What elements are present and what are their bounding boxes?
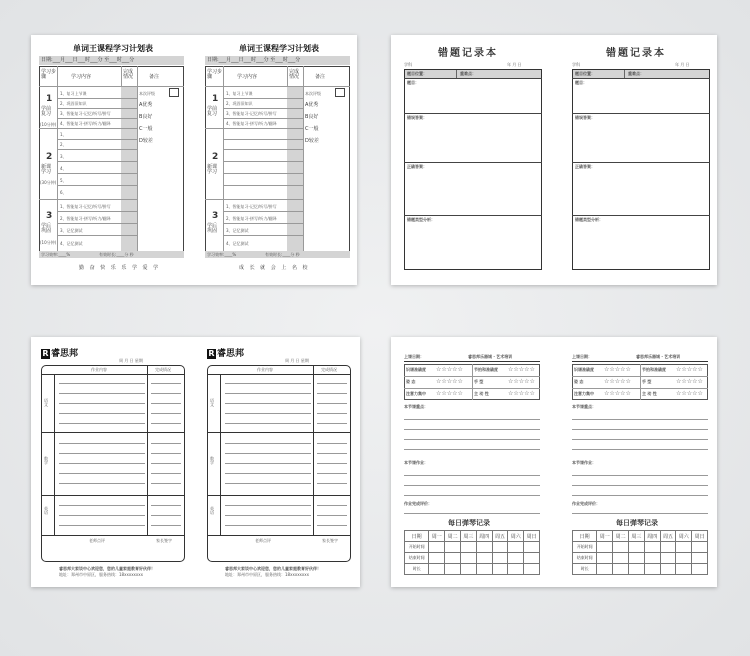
piano-record-table-left: 日期 周一 周二 周三 周四 周五 周六 周日 开始时间 结束时间 时长 <box>404 530 540 575</box>
col-content: 学习内容 <box>71 74 92 80</box>
plan-page-left: 单词王课程学习计划表 日期:___月___日___时___分 至___时___分 学习步骤 学习内容 完成情况 备注 1 学前复习 (10分钟) 1、复习上节课 2、巩固旧知识 3、智能复习-记忆/听写/拼写 4、智能复习-拼写/听力/翻译 2 新课学习 (30分钟) 1、 2、 3、 4、 5、 6、 3 学后巩固 (10分钟) 1、智能复习-记忆/听写/拼写 2、智能复习-拼写/听力/翻译 3、记忆测试 4、记忆测试 本次评级 A优秀 B良好 C一般 D较差 学习效率:____% 有效时长:____分 秒 勤 奋 快 乐 乐 学 爱 学 <box>39 35 184 285</box>
homework-sheet <box>31 337 360 587</box>
col-remark: 备注 <box>149 74 160 80</box>
col-step: 学习步骤 <box>41 69 57 80</box>
step-1-num: 1 <box>46 94 53 104</box>
wrong-notebook-sheet <box>391 35 717 285</box>
step-2-num: 2 <box>46 152 53 162</box>
homework-brand: R 睿思邦 <box>42 349 79 359</box>
piano-sheet <box>391 337 717 587</box>
plan-sign-right: 成 长 就 会 上 名 校 <box>239 265 310 271</box>
piano-record-table-right: 日期 周一 周二 周三 周四 周五 周六 周日 开始时间 结束时间 时长 <box>572 530 708 575</box>
step-3-num: 3 <box>46 211 53 221</box>
plan-date-row: 日期:___月___日___时___分 至___时___分 <box>41 57 135 63</box>
plan-title: 单词王课程学习计划表 <box>73 44 153 53</box>
plan-sign-left: 勤 奋 快 乐 乐 学 爱 学 <box>79 265 161 271</box>
homework-page-left: R 睿思邦 周 月 日 星期 作业内容 完成情况 语文 数学 英语 老师点评 家长签字 睿思邦大家谈中心欢迎您，您的儿童家庭教育好伙伴！ 地址：郑州市中原区，服务热线：18xxxxxxxx <box>39 337 187 587</box>
step-2-name: 新课学习 <box>41 164 52 175</box>
plan-footer-left: 学习效率:____% <box>41 252 71 257</box>
plan-page-right: 单词王课程学习计划表 日期:___月___日___时___分 至___时___分 学习步骤 学习内容 完成情况 备注 1 学前复习 1、复习上节课 2、巩固旧知识 3、智能复习-记忆/听写/拼写 4、智能复习-拼写/听力/翻译 2 新课学习 3 学后巩固 1、智能复习-记忆/听写/拼写 2、智能复习-拼写/听力/翻译 3、记忆测试 4、记忆测试 本次评级 A优秀 B良好 C一般 D较差 学习效率:____% 有效时长:____分 秒 成 长 就 会 上 名 校 <box>205 35 350 285</box>
plan-footer-mid: 有效时长:____分 秒 <box>99 252 134 257</box>
piano-page-left: 上课日期： 睿思邦乐器城 · 艺术培训 识谱准确度 ☆☆☆☆☆ 节拍和准确度 ☆☆☆☆☆ 姿 态 ☆☆☆☆☆ 手 型 ☆☆☆☆☆ 注意力集中 ☆☆☆☆☆ 主 动 性 ☆☆☆☆☆ 本节课重点： 本节课作业： 作业完成评价： 每日弹琴记录 日期 周一 周二 周三 周四 周五 周六 周日 开始时间 结束时间 时长 <box>404 337 540 587</box>
wrong-page-left: 错题记录本 学科 年 月 日 题目位置： 重难点： 题目： 错误答案： 正确答案： 错题类型分析： <box>404 35 542 285</box>
step-1-name: 学前复习 <box>41 106 52 117</box>
study-plan-sheet <box>31 35 357 285</box>
remark-title: 本次评级 <box>139 91 155 96</box>
homework-page-right: R 睿思邦 周 月 日 星期 作业内容 完成情况 语文 数学 英语 老师点评 家长签字 睿思邦大家谈中心欢迎您，您的儿童家庭教育好伙伴！ 地址：郑州市中原区，服务热线：18xxxxxxxx <box>205 337 353 587</box>
piano-page-right: 上课日期： 睿思邦乐器城 · 艺术培训 识谱准确度 ☆☆☆☆☆ 节拍和准确度 ☆☆☆☆☆ 姿 态 ☆☆☆☆☆ 手 型 ☆☆☆☆☆ 注意力集中 ☆☆☆☆☆ 主 动 性 ☆☆☆☆☆ 本节课重点： 本节课作业： 作业完成评价： 每日弹琴记录 日期 周一 周二 周三 周四 周五 周六 周日 开始时间 结束时间 时长 <box>572 337 708 587</box>
step-3-name: 学后巩固 <box>41 223 52 234</box>
col-done: 完成情况 <box>123 69 134 80</box>
wrong-page-right: 错题记录本 学科 年 月 日 题目位置： 重难点： 题目： 错误答案： 正确答案： 错题类型分析： <box>572 35 710 285</box>
wrong-title: 错题记录本 <box>438 48 498 59</box>
